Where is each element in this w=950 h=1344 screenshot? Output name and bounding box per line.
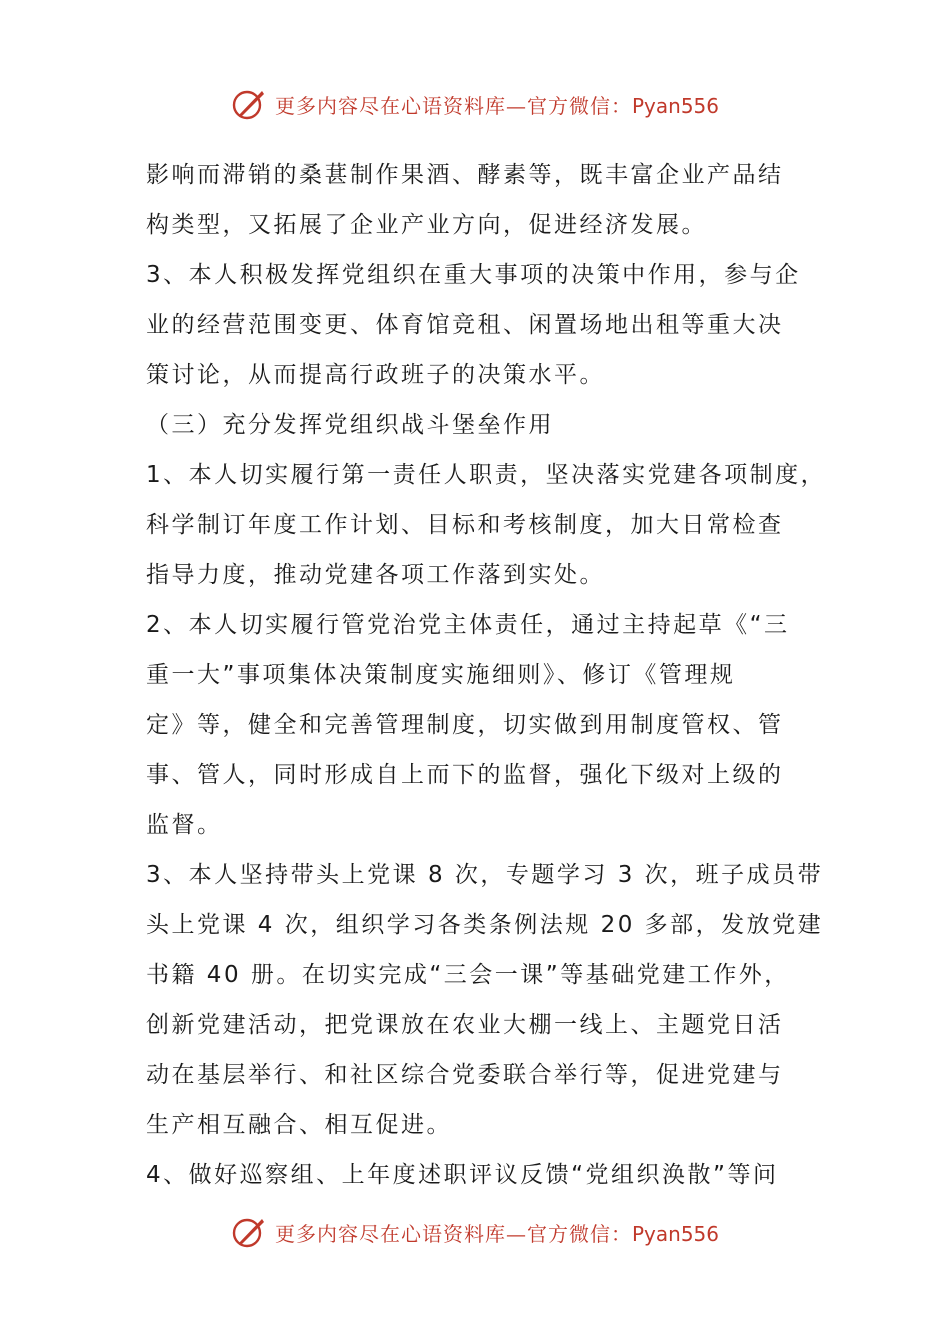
text-line: 2、本人切实履行管党治党主体责任，通过主持起草《“三	[146, 612, 790, 638]
text-line: 1、本人切实履行第一责任人职责，坚决落实党建各项制度，	[146, 462, 827, 488]
text-line: 业的经营范围变更、体育馆竞租、闲置场地出租等重大决	[146, 312, 784, 338]
text-line: 创新党建活动，把党课放在农业大棚一线上、主题党日活	[146, 1012, 784, 1038]
text-line: 头上党课 4 次，组织学习各类条例法规 20 多部，发放党建	[146, 912, 824, 938]
footer-watermark	[0, 1212, 950, 1252]
quill-logo-icon	[231, 1214, 267, 1250]
text-line: 4、做好巡察组、上年度述职评议反馈“党组织涣散”等问	[146, 1162, 779, 1188]
watermark-handle: Pyan556	[631, 1221, 719, 1246]
text-line: 影响而滞销的桑葚制作果酒、酵素等，既丰富企业产品结	[146, 162, 784, 188]
quill-logo-icon	[231, 86, 267, 122]
text-line: 科学制订年度工作计划、目标和考核制度，加大日常检查	[146, 512, 784, 538]
watermark-handle: Pyan556	[631, 93, 719, 118]
document-body	[146, 150, 826, 1200]
watermark-text: 更多内容尽在心语资料库—官方微信：Pyan556	[274, 93, 719, 118]
text-line: 事、管人，同时形成自上而下的监督，强化下级对上级的	[146, 762, 784, 788]
text-line: 重一大”事项集体决策制度实施细则》、修订《管理规	[146, 662, 736, 688]
text-line: 构类型，又拓展了企业产业方向，促进经济发展。	[146, 212, 707, 238]
text-line: 定》等，健全和完善管理制度，切实做到用制度管权、管	[146, 712, 784, 738]
text-line: 监督。	[146, 812, 223, 838]
header-watermark	[0, 84, 950, 124]
text-line: 指导力度，推动党建各项工作落到实处。	[146, 562, 605, 588]
watermark-text: 更多内容尽在心语资料库—官方微信：Pyan556	[274, 1221, 719, 1246]
text-line: 3、本人坚持带头上党课 8 次，专题学习 3 次，班子成员带	[146, 862, 824, 888]
text-line: 动在基层举行、和社区综合党委联合举行等，促进党建与	[146, 1062, 784, 1088]
text-line: （三）充分发挥党组织战斗堡垒作用	[146, 412, 554, 438]
text-line: 3、本人积极发挥党组织在重大事项的决策中作用，参与企	[146, 262, 801, 288]
text-line: 生产相互融合、相互促进。	[146, 1112, 452, 1138]
text-line: 书籍 40 册。在切实完成“三会一课”等基础党建工作外，	[146, 962, 790, 988]
text-line: 策讨论，从而提高行政班子的决策水平。	[146, 362, 605, 388]
